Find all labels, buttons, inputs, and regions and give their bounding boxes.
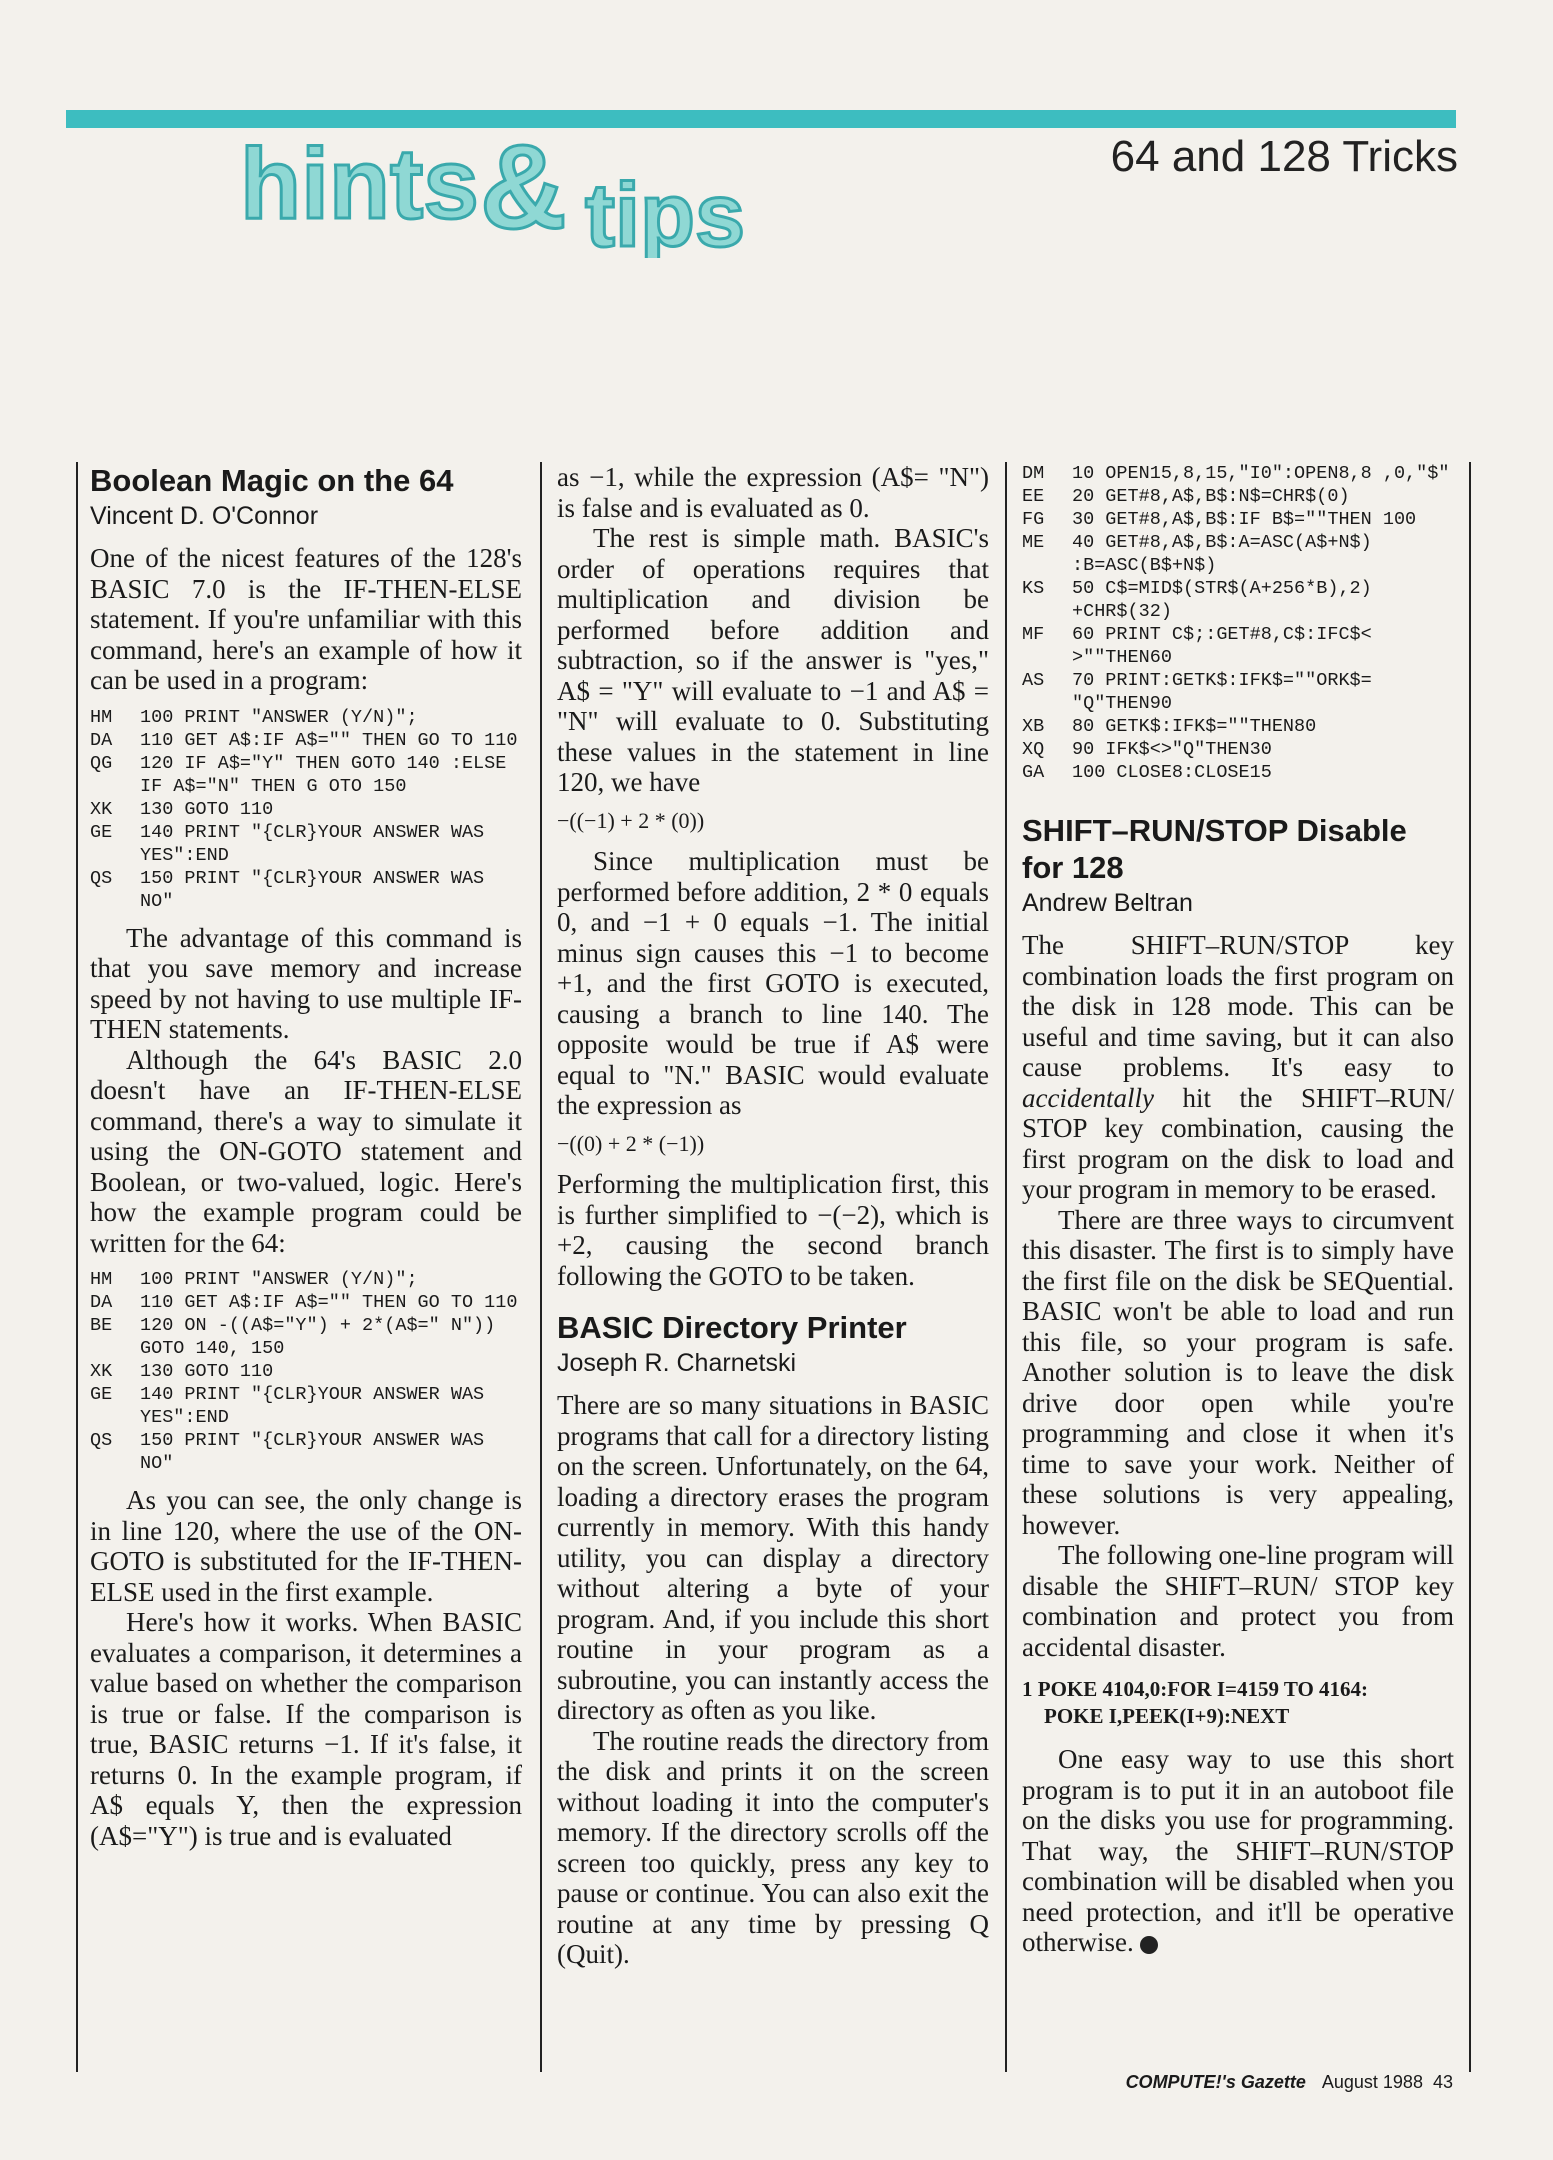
logo-graphic (230, 118, 790, 258)
issue-date: August 1988 (1321, 2072, 1423, 2092)
article-author: Andrew Beltran (1022, 889, 1193, 917)
code-text: 140 PRINT "{CLR}YOUR ANSWER WAS YES":END (140, 1384, 496, 1428)
checksum-code: ME (1022, 532, 1045, 553)
magazine-name: COMPUTE!'s Gazette (1125, 2072, 1306, 2092)
poke-line: POKE I,PEEK(I+9):NEXT (1044, 1704, 1290, 1728)
code-text: 140 PRINT "{CLR}YOUR ANSWER WAS YES":END (140, 821, 496, 866)
code-listing (90, 1268, 522, 1475)
paragraph (1022, 930, 1454, 1205)
paragraph: The following one-line program will disable the SHIFT–RUN/ STOP key combination and protect you from accidental disaster. (1022, 1540, 1454, 1662)
code-text: 100 PRINT "ANSWER (Y/N)"; (140, 1269, 418, 1290)
checksum-code: KS (1022, 578, 1045, 599)
paragraph: as −1, while the expression (A$= "N") is false and is evaluated as 0. (557, 462, 989, 523)
checksum-code: QG (90, 752, 113, 774)
code-line (1022, 531, 1454, 577)
paragraph: Since multiplication must be performed before addition, 2 * 0 equals 0, and −1 + 0 equals −1. The initial minus sign causes this −1 to become +1, and the first GOTO is executed, causing a branch to line 140. The opposite would be true if A$ were equal to "N." BASIC would evaluate the expression as (557, 846, 989, 1120)
paragraph: Although the 64's BASIC 2.0 doesn't have an IF-THEN-ELSE command, there's a way to simulate it using the ON-GOTO statement and Boolean, or two-valued, logic. Here's how the example program could be written for the 64: (90, 1044, 522, 1258)
paragraph: Performing the multiplication first, this is further simplified to −(−2), which is +2, causing the second branch following the GOTO to be taken. (557, 1169, 989, 1291)
article-author: Vincent D. O'Connor (90, 502, 319, 530)
checksum-code: GE (90, 1384, 113, 1405)
code-line (1022, 738, 1454, 761)
page-number: 43 (1432, 2072, 1453, 2092)
code-text: 10 OPEN15,8,15,"I0":OPEN8,8 ,0,"$" (1072, 463, 1450, 484)
code-text: 110 GET A$:IF A$="" THEN GO TO 110 (140, 1292, 518, 1313)
code-text: 120 IF A$="Y" THEN GOTO 140 :ELSE IF A$="N" THEN G OTO 150 (140, 752, 518, 797)
code-line (90, 1314, 522, 1360)
article-title: BASIC Directory Printer (557, 1310, 907, 1345)
paragraph: Here's how it works. When BASIC evaluates a comparison, it determines a value based on whether the comparison is true or false. If the comparison is true, BASIC returns −1. If it's false, it returns 0. In the example program, if A$ equals Y, then the expression (A$="Y") is true and is evaluated (90, 1607, 522, 1851)
column-rule (1005, 462, 1007, 2072)
code-listing (90, 706, 522, 913)
svg-text:&: & (480, 120, 567, 254)
article-title: SHIFT–RUN/STOP Disable for 128 (1022, 813, 1407, 885)
paragraph-text: The SHIFT–RUN/STOP key combination loads the first program on the disk in 128 mode. This can be useful and time saving, but it can also cause problems. It's easy to (1022, 930, 1454, 1082)
code-text: 100 CLOSE8:CLOSE15 (1072, 762, 1272, 783)
code-text: 40 GET#8,A$,B$:A=ASC(A$+N$) :B=ASC(B$+N$) (1072, 532, 1383, 576)
checksum-code: AS (1022, 670, 1045, 691)
checksum-code: XB (1022, 716, 1045, 737)
spacer (1022, 794, 1454, 812)
code-line (90, 752, 522, 798)
code-line (1022, 715, 1454, 738)
checksum-code: XQ (1022, 739, 1045, 760)
checksum-code: GA (1022, 762, 1045, 783)
code-text: 150 PRINT "{CLR}YOUR ANSWER WAS NO" (140, 1430, 496, 1474)
code-text: 150 PRINT "{CLR}YOUR ANSWER WAS NO" (140, 867, 496, 912)
paragraph: There are three ways to circumvent this disaster. The first is to simply have the first file on the disk be SEQuential. BASIC won't be able to load and run this file, so your program is safe. Another solution is to leave the disk drive door open while you're programming and close it when it's time to save your work. Neither of these solutions is very appealing, however. (1022, 1204, 1454, 1540)
paragraph: The routine reads the directory from the disk and prints it on the screen without loading it into the computer's memory. If the directory scrolls off the screen too quickly, press any key to pause or continue. You can also exit the routine at any time by pressing Q (Quit). (557, 1725, 989, 1969)
code-line (1022, 623, 1454, 669)
code-text: 20 GET#8,A$,B$:N$=CHR$(0) (1072, 486, 1350, 507)
checksum-code: FG (1022, 509, 1045, 530)
code-text: 80 GETK$:IFK$=""THEN80 (1072, 716, 1317, 737)
checksum-code: HM (90, 1269, 113, 1290)
expression: −((−1) + 2 * (0)) (557, 807, 705, 833)
poke-listing (1022, 1676, 1454, 1730)
checksum-code: DA (90, 729, 113, 751)
code-line (1022, 669, 1454, 715)
code-line (90, 798, 522, 821)
svg-text:tips: tips (585, 166, 746, 258)
paragraph-text: hit the SHIFT–RUN/ STOP key combination, causing the first program on the disk to load and your program in memory to be erased. (1022, 1082, 1454, 1204)
paragraph-text: One easy way to use this short program is to put it in an autoboot file on the disks you use for programming. That way, the SHIFT–RUN/STOP combination will be disabled when you need protection, and it'll be operative otherwise. (1022, 1744, 1454, 1957)
code-text: 130 GOTO 110 (140, 798, 274, 820)
page-footer (1126, 2072, 1453, 2093)
column-2 (557, 462, 989, 1970)
code-text: 90 IFK$<>"Q"THEN30 (1072, 739, 1272, 760)
paragraph (1022, 1744, 1454, 1958)
code-line (90, 1360, 522, 1383)
spacer (557, 1291, 989, 1309)
article-title: Boolean Magic on the 64 (90, 463, 454, 498)
code-text: 120 ON -((A$="Y") + 2*(A$=" N")) GOTO 140, 150 (140, 1315, 507, 1359)
checksum-code: DA (90, 1292, 113, 1313)
checksum-code: BE (90, 1315, 113, 1336)
svg-text:hints: hints (240, 128, 479, 240)
checksum-code: DM (1022, 463, 1045, 484)
checksum-code: GE (90, 821, 113, 843)
code-line (90, 867, 522, 913)
code-text: 60 PRINT C$;:GET#8,C$:IFC$< >""THEN60 (1072, 624, 1383, 668)
article-author: Joseph R. Charnetski (557, 1349, 797, 1377)
checksum-code: QS (90, 867, 113, 889)
code-text: 50 C$=MID$(STR$(A+256*B),2) +CHR$(32) (1072, 578, 1383, 622)
paragraph: The rest is simple math. BASIC's order of operations requires that multiplication and division be performed before addition and subtraction, so if the answer is "yes," A$ = "Y" will evaluate to −1 and A$ = "N" will evaluate to 0. Substituting these values in the statement in line 120, we have (557, 523, 989, 797)
column-rule (1469, 462, 1471, 2072)
end-mark-icon (1140, 1936, 1158, 1954)
emphasis: accidentally (1022, 1082, 1154, 1113)
paragraph: As you can see, the only change is in line 120, where the use of the ON-GOTO is substituted for the IF-THEN-ELSE used in the first example. (90, 1485, 522, 1607)
hints-and-tips-logo (230, 118, 790, 258)
paragraph: There are so many situations in BASIC programs that call for a directory listing on the screen. Unfortunately, on the 64, loading a directory erases the program currently in memory. With this handy utility, you can display a directory without altering a byte of your program. And, if you include this short routine in your program as a subroutine, you can instantly access the directory as often as you like. (557, 1390, 989, 1725)
section-title: 64 and 128 Tricks (1110, 132, 1458, 181)
column-3 (1022, 462, 1454, 1958)
expression: −((0) + 2 * (−1)) (557, 1130, 705, 1156)
checksum-code: EE (1022, 486, 1045, 507)
code-line (90, 706, 522, 729)
checksum-code: QS (90, 1430, 113, 1451)
column-1 (90, 462, 522, 1851)
code-line (1022, 508, 1454, 531)
code-listing (1022, 462, 1454, 784)
code-line (1022, 462, 1454, 485)
code-text: 70 PRINT:GETK$:IFK$=""ORK$= "Q"THEN90 (1072, 670, 1383, 714)
poke-line: 1 POKE 4104,0:FOR I=4159 TO 4164: (1022, 1677, 1369, 1701)
code-line (1022, 577, 1454, 623)
checksum-code: XK (90, 798, 113, 820)
code-line (1022, 485, 1454, 508)
code-line (90, 1291, 522, 1314)
code-text: 30 GET#8,A$,B$:IF B$=""THEN 100 (1072, 509, 1417, 530)
code-line (90, 1383, 522, 1429)
code-line (90, 729, 522, 752)
code-line (90, 821, 522, 867)
code-text: 130 GOTO 110 (140, 1361, 274, 1382)
code-text: 100 PRINT "ANSWER (Y/N)"; (140, 706, 418, 728)
code-text: 110 GET A$:IF A$="" THEN GO TO 110 (140, 729, 518, 751)
code-line (1022, 761, 1454, 784)
column-rule (540, 462, 542, 2072)
paragraph: One of the nicest features of the 128's BASIC 7.0 is the IF-THEN-ELSE statement. If you're unfamiliar with this command, here's an example of how it can be used in a program: (90, 543, 522, 695)
checksum-code: HM (90, 706, 113, 728)
checksum-code: MF (1022, 624, 1045, 645)
column-rule (76, 462, 78, 2072)
paragraph: The advantage of this command is that you save memory and increase speed by not having to use multiple IF-THEN statements. (90, 922, 522, 1044)
checksum-code: XK (90, 1361, 113, 1382)
code-line (90, 1429, 522, 1475)
code-line (90, 1268, 522, 1291)
